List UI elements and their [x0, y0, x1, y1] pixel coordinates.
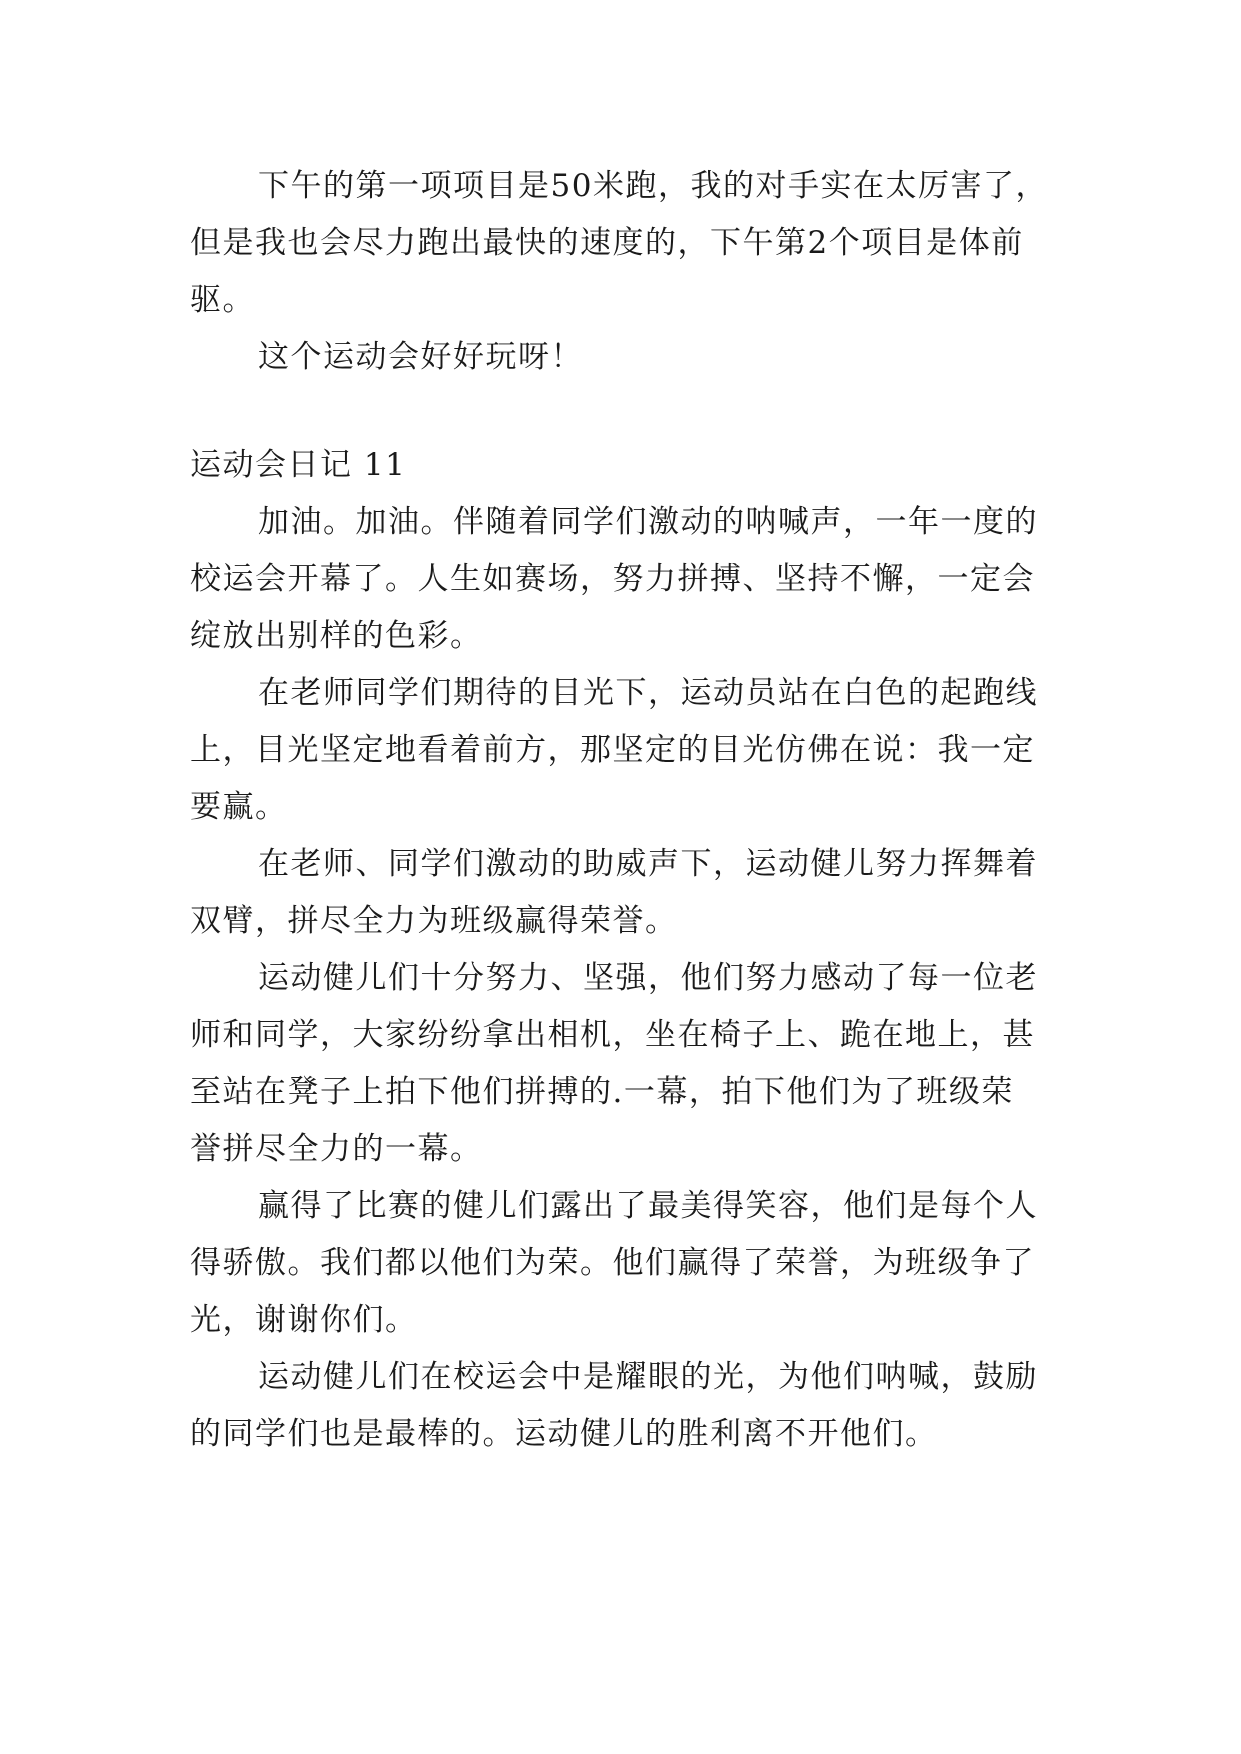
paragraph: [190, 1349, 1070, 1463]
paragraph-line: 运动健儿们在校运会中是耀眼的光，为他们呐喊，鼓励: [258, 1359, 1038, 1395]
paragraph-line: 要赢。: [190, 789, 288, 825]
paragraph-line: 师和同学，大家纷纷拿出相机，坐在椅子上、跪在地上，甚: [190, 1017, 1035, 1053]
paragraph: [190, 950, 1070, 1178]
paragraph-line: 这个运动会好好玩呀！: [258, 339, 583, 375]
paragraph: [190, 494, 1070, 665]
paragraph-line: 双臂，拼尽全力为班级赢得荣誉。: [190, 903, 678, 939]
paragraph-line: 下午的第一项项目是50米跑，我的对手实在太厉害了，: [258, 168, 1048, 204]
paragraph-line: 赢得了比赛的健儿们露出了最美得笑容，他们是每个人: [258, 1188, 1038, 1224]
paragraph-line: 在老师、同学们激动的助威声下，运动健儿努力挥舞着: [258, 846, 1038, 882]
paragraph-line: 誉拼尽全力的一幕。: [190, 1131, 483, 1167]
section-heading: 运动会日记 11: [190, 447, 407, 483]
paragraph-line: 绽放出别样的色彩。: [190, 618, 483, 654]
document-body: [190, 158, 1070, 1463]
paragraph-line: 加油。加油。伴随着同学们激动的呐喊声，一年一度的: [258, 504, 1038, 540]
paragraph-line: 运动健儿们十分努力、坚强，他们努力感动了每一位老: [258, 960, 1038, 996]
paragraph: [190, 836, 1070, 950]
paragraph-line: 校运会开幕了。人生如赛场，努力拼搏、坚持不懈，一定会: [190, 561, 1035, 597]
spacer: [190, 386, 1070, 437]
paragraph-line: 得骄傲。我们都以他们为荣。他们赢得了荣誉，为班级争了: [190, 1245, 1035, 1281]
paragraph: [190, 665, 1070, 836]
paragraph-line: 光，谢谢你们。: [190, 1302, 418, 1338]
paragraph-line: 在老师同学们期待的目光下，运动员站在白色的起跑线: [258, 675, 1038, 711]
paragraph-line: 上，目光坚定地看着前方，那坚定的目光仿佛在说：我一定: [190, 732, 1035, 768]
paragraph: [190, 158, 1070, 329]
paragraph: [190, 1178, 1070, 1349]
paragraph-line: 的同学们也是最棒的。运动健儿的胜利离不开他们。: [190, 1416, 938, 1452]
paragraph-line: 至站在凳子上拍下他们拼搏的.一幕，拍下他们为了班级荣: [190, 1074, 1014, 1110]
paragraph: [190, 329, 1070, 386]
paragraph-line: 但是我也会尽力跑出最快的速度的，下午第2个项目是体前: [190, 225, 1024, 261]
paragraph-line: 驱。: [190, 282, 255, 318]
